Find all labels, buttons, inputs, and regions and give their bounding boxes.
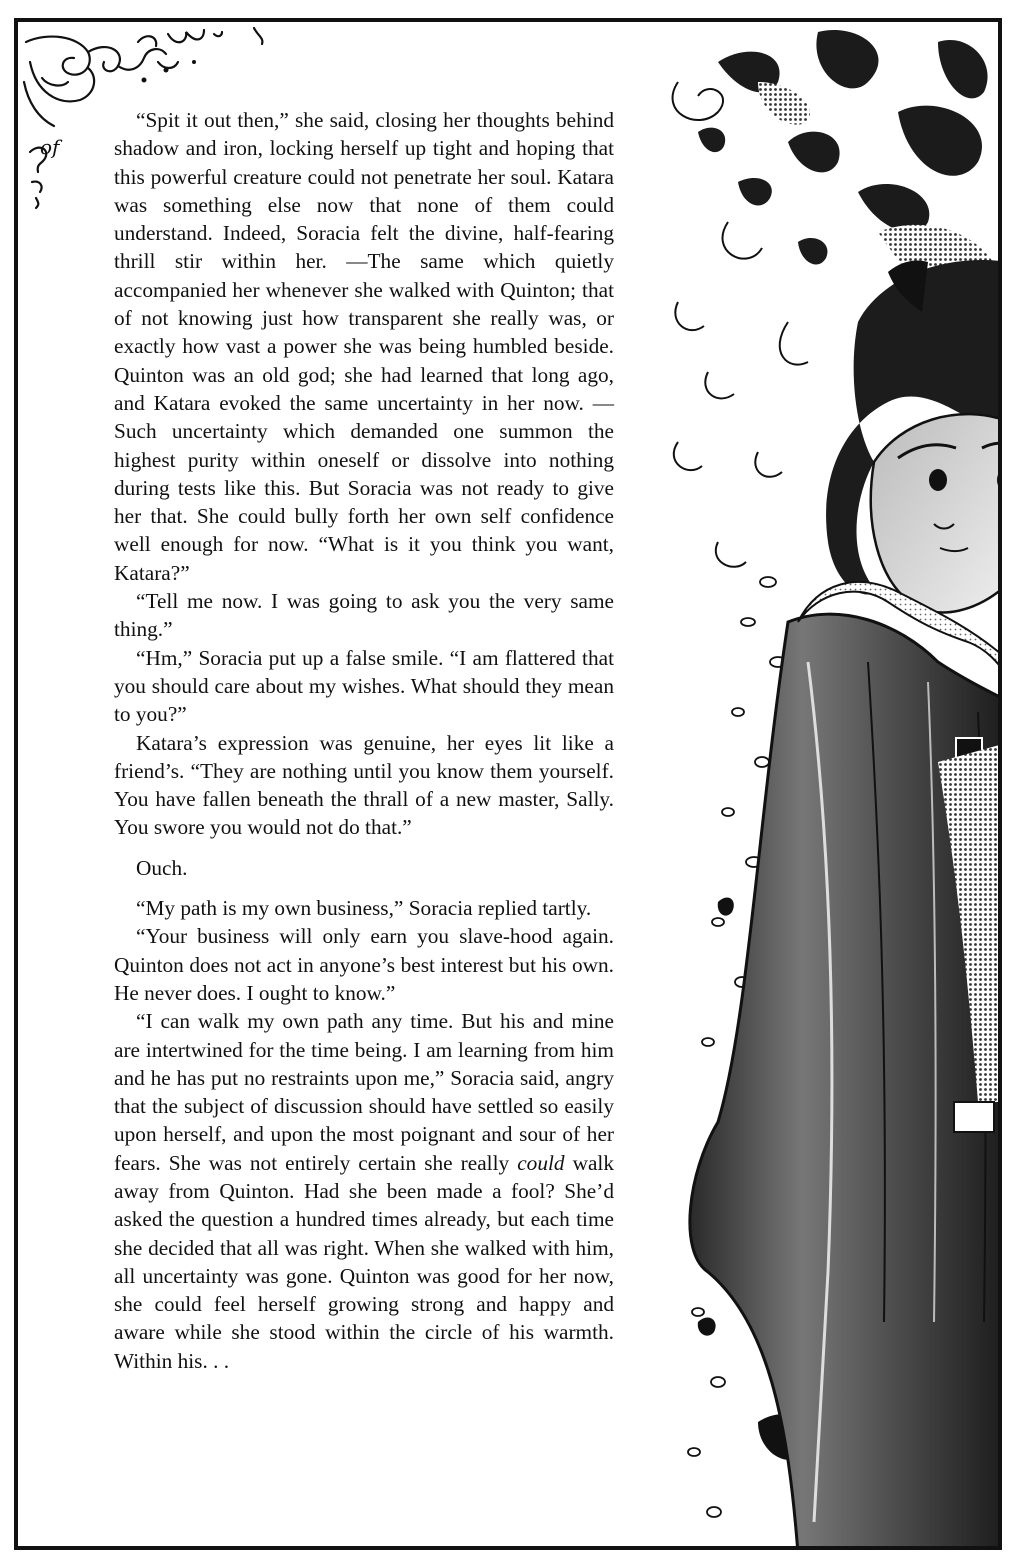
paragraph-5: Ouch. bbox=[136, 855, 188, 880]
emphasized-word: could bbox=[517, 1150, 565, 1175]
paragraph-4: Katara’s expression was genuine, her eyes lit like a friend’s. “They are nothing until you know them yourself. You have fallen beneath the thrall of a new master, Sally. You swore you would not do that.” bbox=[114, 730, 614, 840]
paragraph-6: “My path is my own business,” Soracia replied tartly. bbox=[136, 896, 592, 921]
paragraph-8-start: “I can walk my own path any time. But his and mine are intertwined for the time being. I am learning from him and he has put no restraints upon me,” Soracia said, angry that the subject of discussion should have settled so easily upon herself, and upon the most poignant and sour of her fears. She was not entirely certain she really bbox=[114, 1009, 614, 1175]
paragraph-8-end: walk away from Quinton. Had she been made a fool? She’d asked the question a hundred times already, but each time she decided that all was right. When she walked with him, all uncertainty was gone. Quinton was good for her now, she could feel herself growing strong and happy and aware while she stood within the circle of his warmth. Within his. . . bbox=[114, 1150, 614, 1373]
paragraph-2: “Tell me now. I was going to ask you the very same thing.” bbox=[114, 589, 614, 642]
page-frame bbox=[14, 18, 1002, 1550]
paragraph-3: “Hm,” Soracia put up a false smile. “I am flattered that you should care about my wishes. What should they mean to you?” bbox=[114, 645, 614, 727]
paragraph-8 bbox=[114, 1007, 614, 1375]
paragraph-7: “Your business will only earn you slave-hood again. Quinton does not act in anyone’s best interest but his own. He never does. I ought to know.” bbox=[114, 924, 614, 1005]
story-text bbox=[114, 106, 614, 1375]
character-illustration bbox=[638, 22, 1002, 1550]
paragraph-1: “Spit it out then,” she said, closing her thoughts behind shadow and iron, locking herself up tight and hoping that this powerful creature could not penetrate her soul. Katara was something else now that none of them could understand. Indeed, Soracia felt the divine, half-fearing thrill stir within her. —The same which quietly accompanied her whenever she walked with Quinton; that of not knowing just how transparent she really was, or exactly how vast a power she was being humbled beside. Quinton was an old god; she had learned that long ago, and Katara evoked the same uncertainty in her now. —Such uncertainty which demanded one summon the highest purity within oneself or dissolve into nothing during tests like this. But Soracia was not ready to give her that. She could bully forth her own self confidence well enough for now. “What is it you think you want, Katara?” bbox=[114, 108, 614, 585]
margin-note: of bbox=[40, 135, 60, 159]
